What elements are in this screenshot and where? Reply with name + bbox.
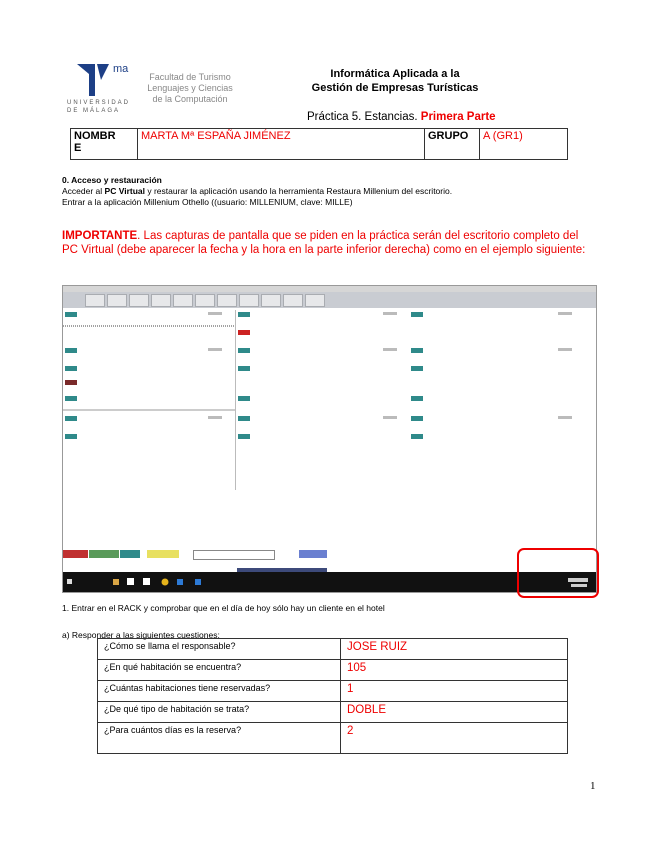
example-screenshot xyxy=(62,285,597,593)
toolbar-button xyxy=(129,294,149,307)
table-row xyxy=(98,723,568,754)
answer: 105 xyxy=(341,660,568,681)
university-name: UNIVERSIDAD DE MÁLAGA xyxy=(67,100,131,114)
question: ¿Cómo se llama el responsable? xyxy=(98,639,341,660)
toolbar-button xyxy=(239,294,259,307)
answer: 2 xyxy=(341,723,568,754)
question: ¿En qué habitación se encuentra? xyxy=(98,660,341,681)
app-toolbar xyxy=(63,292,596,308)
question: ¿De qué tipo de habitación se trata? xyxy=(98,702,341,723)
faculty-name: Facultad de Turismo Lenguajes y Ciencias de la Computación xyxy=(147,72,233,104)
name-value: MARTA Mª ESPAÑA JIMÉNEZ xyxy=(138,129,425,160)
toolbar-button xyxy=(107,294,127,307)
section-instruction: Acceder al PC Virtual y restaurar la aplicación usando la herramienta Restaura Millenium del escritorio. xyxy=(62,186,453,196)
rack-grid xyxy=(63,310,596,470)
answer: DOBLE xyxy=(341,702,568,723)
toolbar-button xyxy=(217,294,237,307)
important-note: IMPORTANTE. Las capturas de pantalla que se piden en la práctica serán del escritorio completo del PC Virtual (debe aparecer la fecha y la hora en la parte inferior derecha) como en el ejemplo siguiente: xyxy=(62,230,586,256)
practice-heading: Práctica 5. Estancias. Primera Parte xyxy=(307,111,496,123)
group-value: A (GR1) xyxy=(480,129,568,160)
svg-text:ma: ma xyxy=(113,63,129,75)
toolbar-button xyxy=(305,294,325,307)
student-info-table xyxy=(70,128,568,160)
question: ¿Para cuántos días es la reserva? xyxy=(98,723,341,754)
toolbar-button xyxy=(151,294,171,307)
toolbar-button xyxy=(173,294,193,307)
section-instruction-2: Entrar a la aplicación Millenium Othello ((usuario: MILLENIUM, clave: MILLE) xyxy=(62,197,353,207)
table-row xyxy=(98,681,568,702)
toolbar-button xyxy=(261,294,281,307)
step-1: 1. Entrar en el RACK y comprobar que en el día de hoy sólo hay un cliente en el hotel xyxy=(62,603,385,613)
table-row xyxy=(98,660,568,681)
toolbar-button xyxy=(85,294,105,307)
toolbar-button xyxy=(195,294,215,307)
questions-table xyxy=(97,638,568,754)
toolbar-button xyxy=(283,294,303,307)
document-title: Informática Aplicada a la Gestión de Empresas Turísticas xyxy=(311,68,479,94)
datetime-highlight xyxy=(517,548,599,598)
name-label: NOMBR E xyxy=(71,129,138,160)
table-row xyxy=(98,702,568,723)
question: ¿Cuántas habitaciones tiene reservadas? xyxy=(98,681,341,702)
page-number: 1 xyxy=(590,780,596,792)
questions-label: a) Responder a las siguientes cuestiones: xyxy=(62,630,220,640)
section-title: 0. Acceso y restauración xyxy=(62,175,162,185)
table-row xyxy=(98,639,568,660)
group-label: GRUPO xyxy=(425,129,480,160)
answer: 1 xyxy=(341,681,568,702)
answer: JOSE RUIZ xyxy=(341,639,568,660)
